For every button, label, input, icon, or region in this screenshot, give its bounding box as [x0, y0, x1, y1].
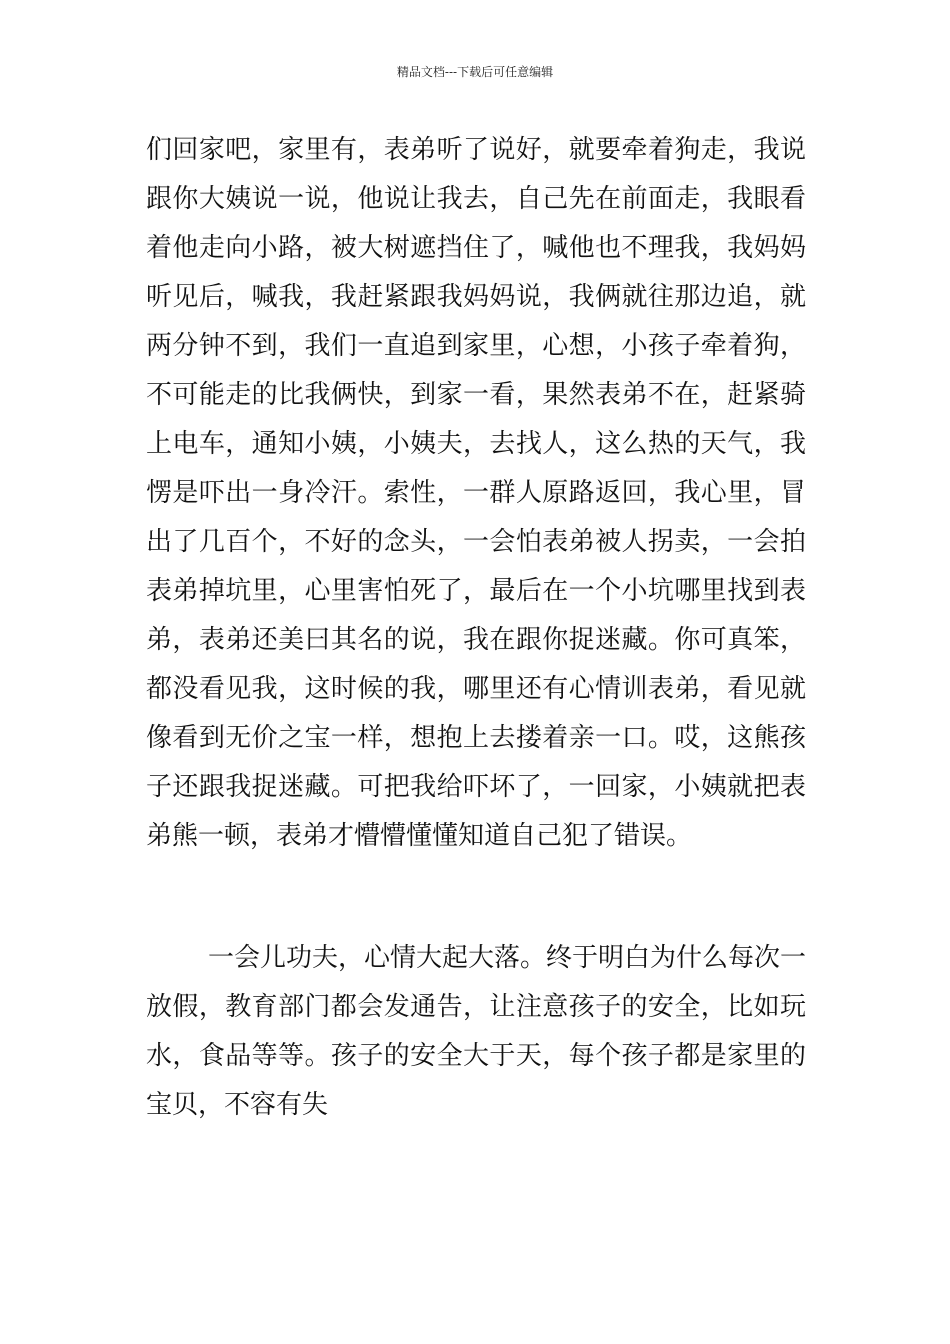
document-body [146, 126, 806, 1130]
text-line: 出了几百个，不好的念头，一会怕表弟被人拐卖，一会拍 [146, 527, 806, 557]
paragraph-2 [146, 934, 806, 1130]
text-line: 愣是吓出一身冷汗。索性，一群人原路返回，我心里，冒 [146, 478, 806, 508]
text-line: 都没看见我，这时候的我，哪里还有心情训表弟，看见就 [146, 674, 806, 704]
page-header: 精品文档---下载后可任意编辑 [396, 65, 554, 79]
paragraph-1 [146, 126, 806, 861]
text-line: 们回家吧，家里有，表弟听了说好，就要牵着狗走，我说 [146, 135, 806, 165]
text-line: 宝贝，不容有失 [146, 1090, 329, 1120]
text-line: 跟你大姨说一说，他说让我去，自己先在前面走，我眼看 [146, 184, 806, 214]
text-line: 水，食品等等。孩子的安全大于天，每个孩子都是家里的 [146, 1041, 806, 1071]
text-line: 表弟掉坑里，心里害怕死了，最后在一个小坑哪里找到表 [146, 576, 806, 606]
text-line: 放假，教育部门都会发通告，让注意孩子的安全，比如玩 [146, 992, 806, 1022]
text-line: 两分钟不到，我们一直追到家里，心想，小孩子牵着狗， [146, 331, 806, 361]
text-line: 听见后，喊我，我赶紧跟我妈妈说，我俩就往那边追，就 [146, 282, 806, 312]
text-line: 不可能走的比我俩快，到家一看，果然表弟不在，赶紧骑 [146, 380, 806, 410]
text-line: 弟熊一顿，表弟才懵懵懂懂知道自己犯了错误。 [146, 821, 693, 851]
paragraph-spacer [146, 861, 806, 934]
text-line: 子还跟我捉迷藏。可把我给吓坏了，一回家，小姨就把表 [146, 772, 806, 802]
text-line: 一会儿功夫，心情大起大落。终于明白为什么每次一 [208, 943, 807, 973]
text-line: 着他走向小路，被大树遮挡住了，喊他也不理我，我妈妈 [146, 233, 806, 263]
text-line: 像看到无价之宝一样，想抱上去搂着亲一口。哎，这熊孩 [146, 723, 806, 753]
text-line: 弟，表弟还美曰其名的说，我在跟你捉迷藏。你可真笨， [146, 625, 806, 655]
text-line: 上电车，通知小姨，小姨夫，去找人，这么热的天气，我 [146, 429, 806, 459]
